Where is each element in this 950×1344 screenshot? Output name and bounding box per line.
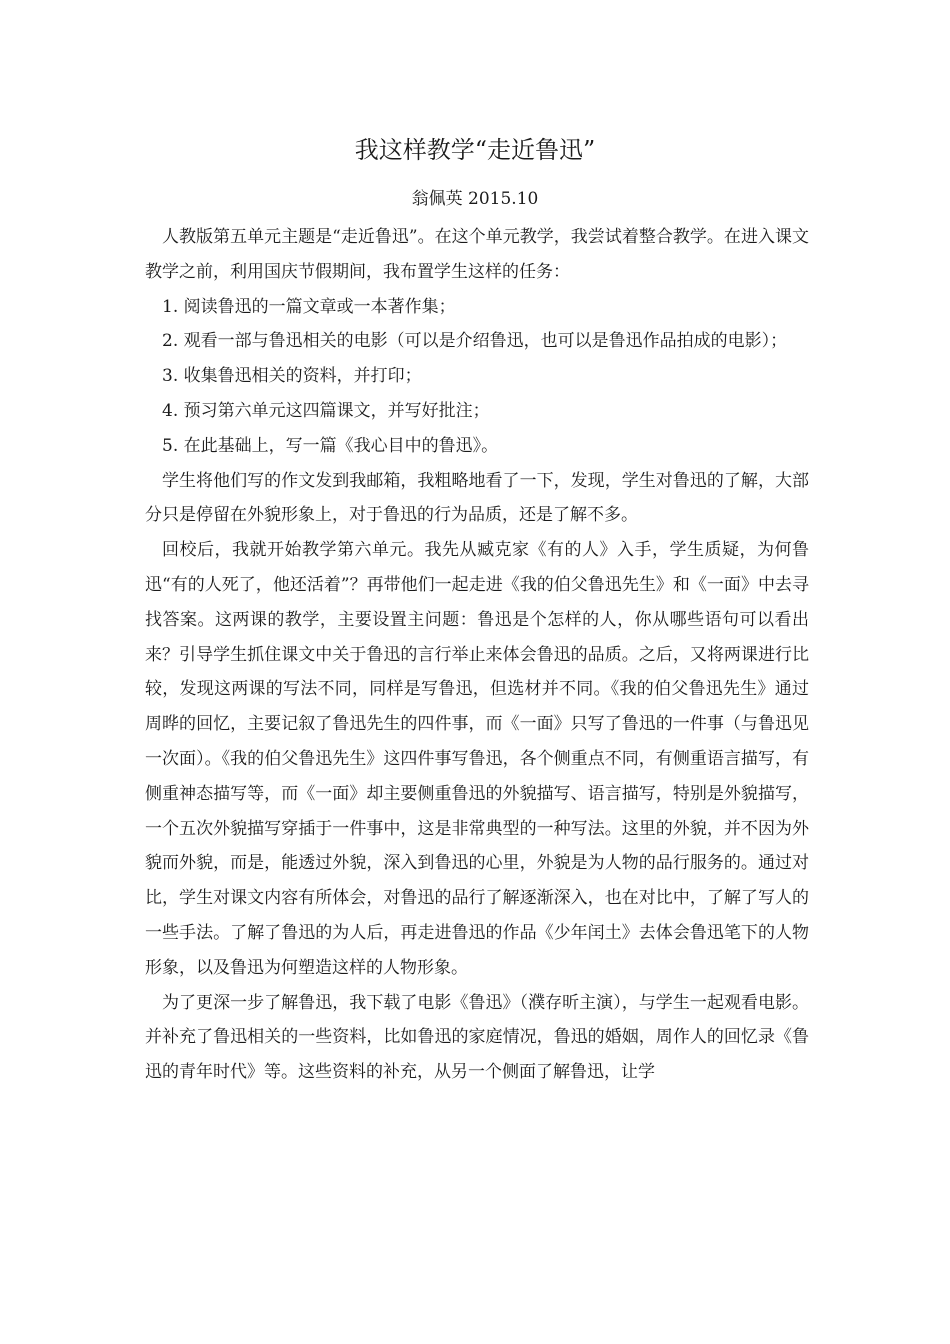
task-item-1: 1. 阅读鲁迅的一篇文章或一本著作集； — [162, 296, 456, 317]
document-title: 我这样教学“走近鲁迅” — [354, 136, 596, 164]
author-date-line: 翁佩英 2015.10 — [411, 189, 539, 209]
task-item-2: 2. 观看一部与鲁迅相关的电影（可以是介绍鲁迅，也可以是鲁迅作品拍成的电影）； — [162, 331, 788, 352]
document-body — [145, 220, 809, 1090]
task-item-4: 4. 预习第六单元这四篇课文，并写好批注； — [162, 400, 490, 421]
paragraph-feedback: 学生将他们写的作文发到我邮箱，我粗略地看了一下，发现，学生对鲁迅的了解，大部分只是停留在外貌形象上，对于鲁迅的行为品质，还是了解不多。 — [145, 470, 809, 526]
paragraph-film: 为了更深一步了解鲁迅，我下载了电影《鲁迅》（濮存昕主演），与学生一起观看电影。并补充了鲁迅相关的一些资料，比如鲁迅的家庭情况，鲁迅的婚姻，周作人的回忆录《鲁迅的青年时代》等。这些资料的补充，从另一个侧面了解鲁迅，让学 — [145, 992, 809, 1083]
paragraph-intro: 人教版第五单元主题是“走近鲁迅”。在这个单元教学，我尝试着整合教学。在进入课文教学之前，利用国庆节假期间，我布置学生这样的任务： — [145, 227, 809, 282]
paragraph-unit-six: 回校后，我就开始教学第六单元。我先从臧克家《有的人》入手，学生质疑，为何鲁迅“有的人死了，他还活着”？再带他们一起走进《我的伯父鲁迅先生》和《一面》中去寻找答案。这两课的教学，主要设置主问题：鲁迅是个怎样的人，你从哪些语句可以看出来？引导学生抓住课文中关于鲁迅的言行举止来体会鲁迅的品质。之后，又将两课进行比较，发现这两课的写法不同，同样是写鲁迅，但选材并不同。《我的伯父鲁迅先生》通过周晔的回忆，主要记叙了鲁迅先生的四件事，而《一面》只写了鲁迅的一件事（与鲁迅见一次面）。《我的伯父鲁迅先生》这四件事写鲁迅，各个侧重点不同，有侧重语言描写，有侧重神态描写等，而《一面》却主要侧重鲁迅的外貌描写、语言描写，特别是外貌描写，一个五次外貌描写穿插于一件事中，这是非常典型的一种写法。这里的外貌，并不因为外貌而外貌，而是，能透过外貌，深入到鲁迅的心里，外貌是为人物的品行服务的。通过对比，学生对课文内容有所体会，对鲁迅的品行了解逐渐深入，也在对比中，了解了写人的一些手法。了解了鲁迅的为人后，再走进鲁迅的作品《少年闰土》去体会鲁迅笔下的人物形象，以及鲁迅为何塑造这样的人物形象。 — [145, 540, 809, 978]
task-item-5: 5. 在此基础上，写一篇《我心目中的鲁迅》。 — [162, 435, 499, 456]
task-item-3: 3. 收集鲁迅相关的资料，并打印； — [162, 366, 422, 387]
